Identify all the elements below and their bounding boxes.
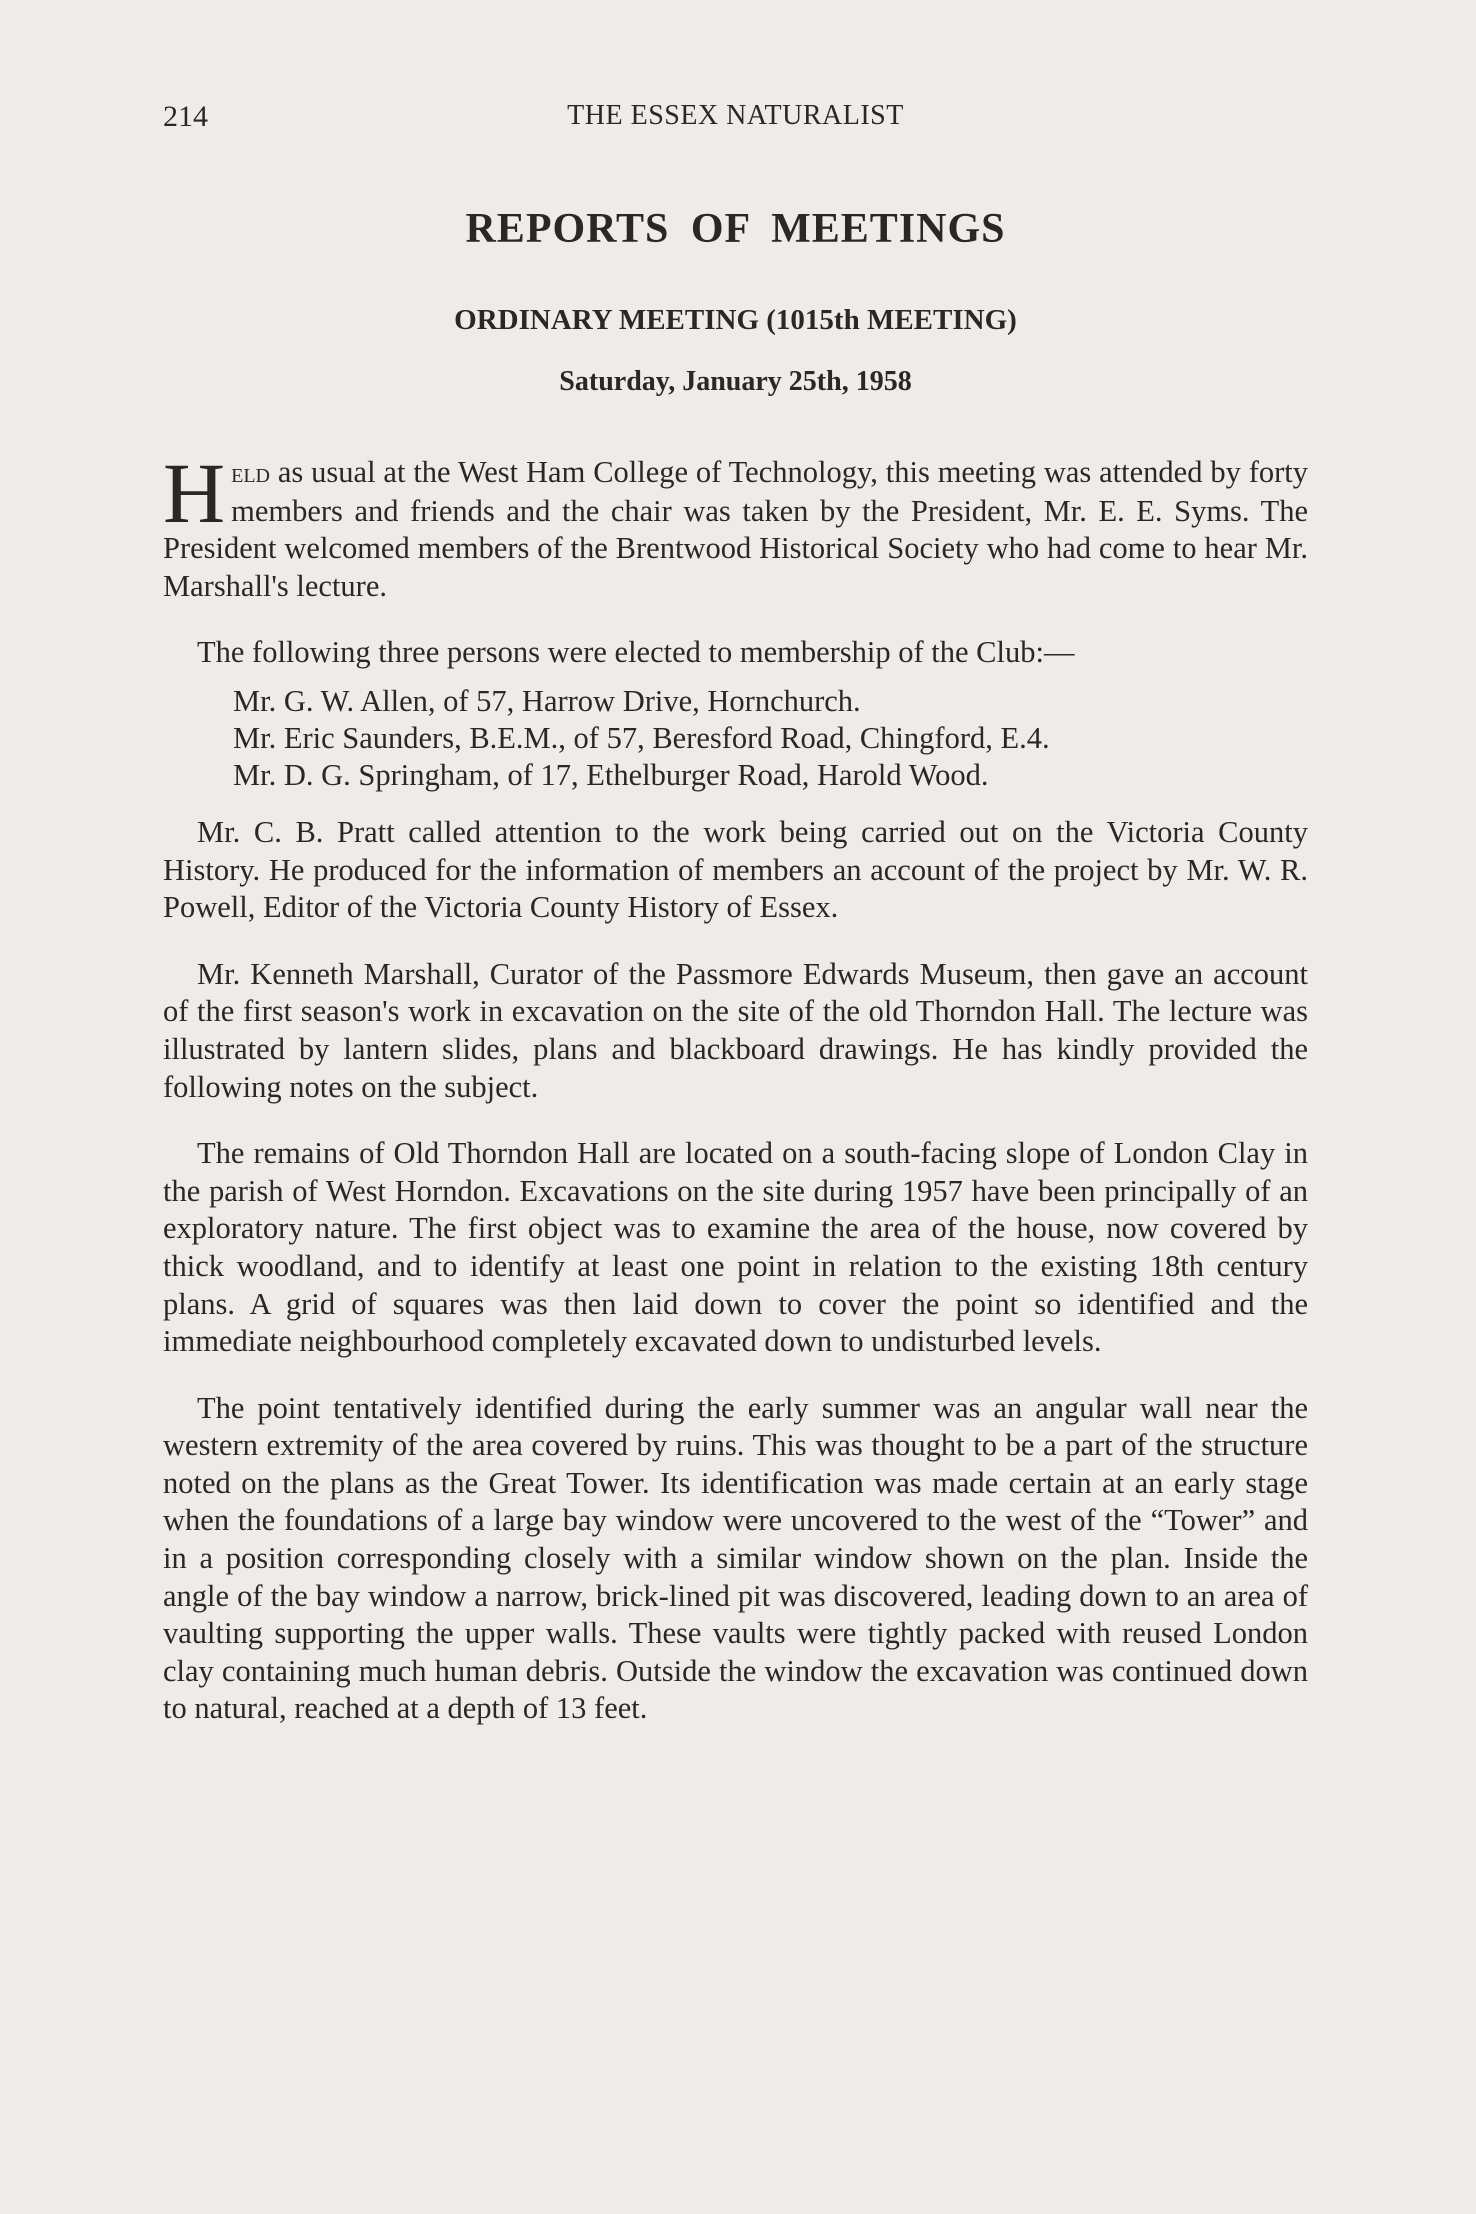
paragraph-opening <box>163 445 1308 605</box>
opening-text: as usual at the West Ham College of Technology, this meeting was attended by forty members and friends and the chair was taken by the President, Mr. E. E. Syms. The President welcomed members of the Brentwood Historical Society who had come to hear Mr. Marshall's lecture. <box>163 455 1308 603</box>
paragraph-great-tower: The point tentatively identified during the early summer was an angular wall near the western extremity of the area covered by ruins. This was thought to be a part of the structure noted on the plans as the Great Tower. Its identification was made certain at an early stage when the foundations of a large bay window were uncovered to the west of the “Tower” and in a position corresponding closely with a similar window shown on the plan. Inside the angle of the bay window a narrow, brick-lined pit was discovered, leading down to an area of vaulting supporting the upper walls. These vaults were tightly packed with reused London clay containing much human debris. Outside the window the excavation was continued down to natural, reached at a depth of 13 feet. <box>163 1390 1308 1726</box>
page-header <box>163 100 1308 144</box>
section-title: REPORTS OF MEETINGS <box>465 206 1006 252</box>
drop-cap: H <box>163 445 226 541</box>
paragraph-membership: The following three persons were elected to membership of the Club:— <box>197 635 1075 670</box>
list-item: Mr. Eric Saunders, B.E.M., of 57, Beresford Road, Chingford, E.4. <box>233 720 1050 755</box>
opening-smallcaps: eld <box>231 457 270 489</box>
paragraph-thorndon-remains: The remains of Old Thorndon Hall are located on a south-facing slope of London Clay in the parish of West Horndon. Excavations on the site during 1957 have been principally of an exploratory nature. The first object was to examine the area of the house, now covered by thick woodland, and to identify at least one point in relation to the existing 18th century plans. A grid of squares was then laid down to cover the point so identified and the immediate neighbourhood completely excavated down to undisturbed levels. <box>163 1136 1308 1359</box>
list-item: Mr. D. G. Springham, of 17, Ethelburger Road, Harold Wood. <box>233 757 989 792</box>
paragraph-marshall-lecture: Mr. Kenneth Marshall, Curator of the Passmore Edwards Museum, then gave an account of the first season's work in excavation on the site of the old Thorndon Hall. The lecture was illustrated by lantern slides, plans and blackboard drawings. He has kindly provided the following notes on the subject. <box>163 956 1308 1104</box>
meeting-subtitle: ORDINARY MEETING (1015th MEETING) <box>454 304 1017 336</box>
running-head: THE ESSEX NATURALIST <box>567 100 904 131</box>
paragraph-victoria-county: Mr. C. B. Pratt called attention to the work being carried out on the Victoria County History. He produced for the information of members an account of the project by Mr. W. R. Powell, Editor of the Victoria County History of Essex. <box>163 814 1308 925</box>
list-item: Mr. G. W. Allen, of 57, Harrow Drive, Hornchurch. <box>233 683 861 718</box>
article-body <box>163 445 1308 1757</box>
meeting-date: Saturday, January 25th, 1958 <box>559 366 912 397</box>
new-members-list <box>163 683 1308 794</box>
page-number: 214 <box>163 100 208 133</box>
